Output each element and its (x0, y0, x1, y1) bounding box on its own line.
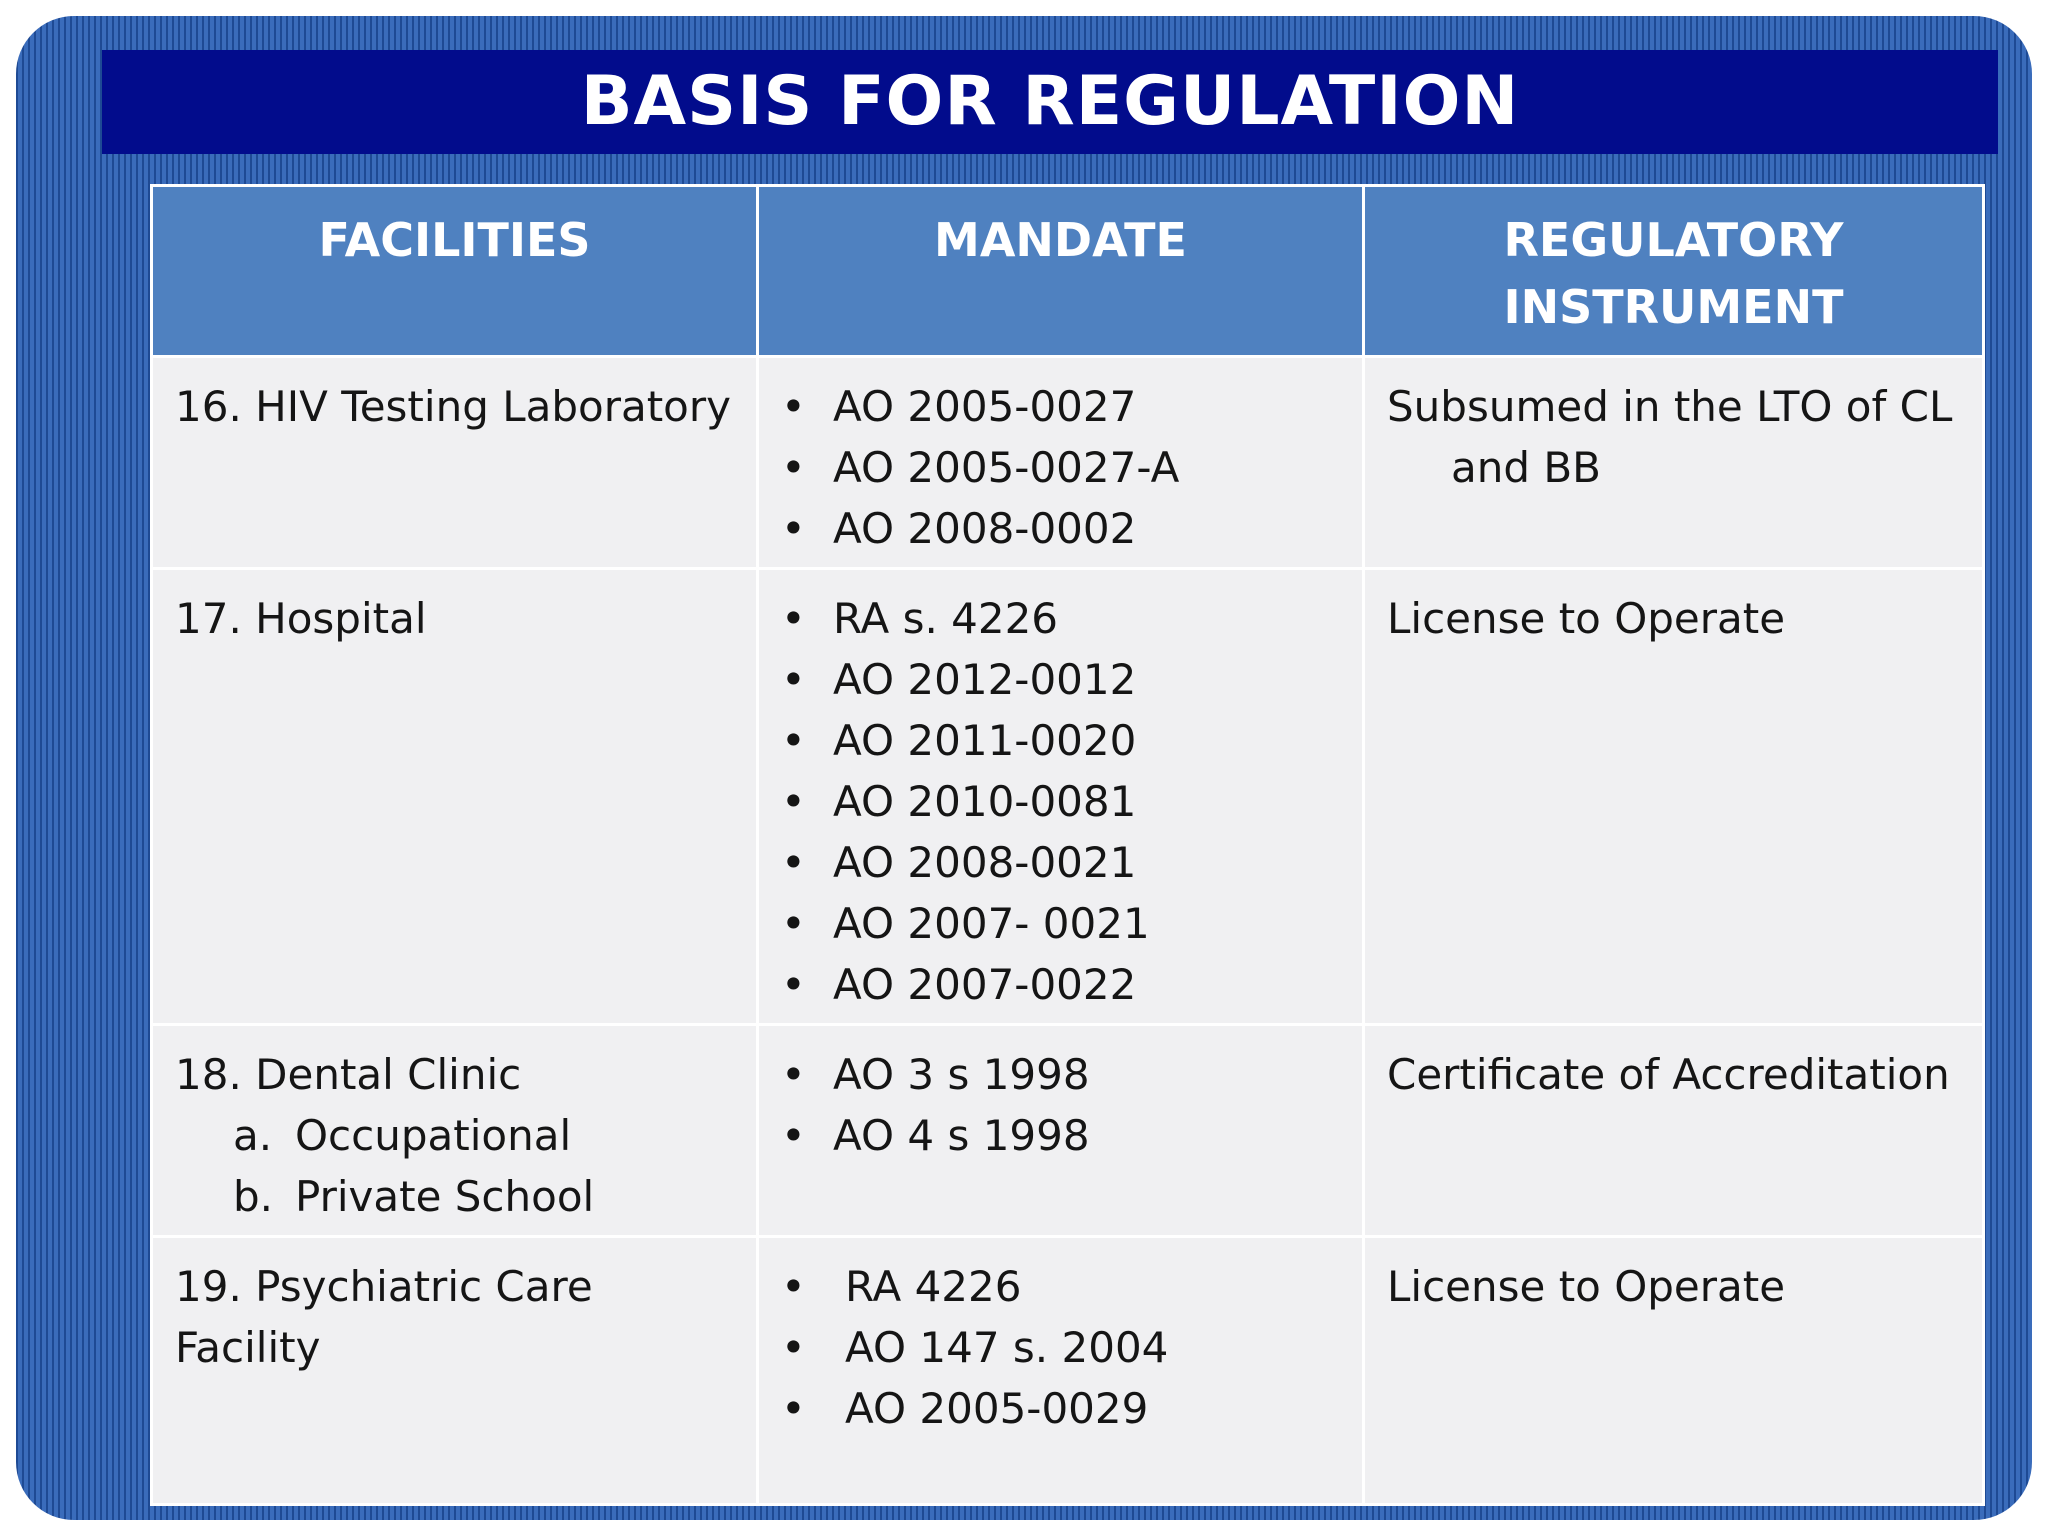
mandate-item: • AO 2010-0081 (781, 771, 1344, 832)
header-mandate: MANDATE (758, 186, 1364, 357)
instrument-text-line2: and BB (1451, 443, 1601, 492)
facility-name: 18. Dental Clinic (175, 1050, 522, 1099)
facility-cell (152, 1025, 758, 1237)
regulation-table (150, 184, 1985, 1506)
mandate-cell (758, 1025, 1364, 1237)
header-instrument-line1: REGULATORY (1503, 213, 1844, 267)
instrument-text-line1: Subsumed in the LTO of CL (1387, 382, 1953, 431)
facility-sub-item (175, 1166, 738, 1227)
mandate-item: • AO 4 s 1998 (781, 1105, 1344, 1166)
instrument-cell (1364, 357, 1984, 569)
mandate-item: • AO 147 s. 2004 (781, 1317, 1344, 1378)
header-facilities: FACILITIES (152, 186, 758, 357)
instrument-cell: License to Operate (1364, 1237, 1984, 1505)
sub-item-marker: b. (233, 1172, 274, 1221)
mandate-item: • AO 2005-0029 (781, 1378, 1344, 1439)
table-row (152, 1237, 1984, 1505)
header-instrument-line2: INSTRUMENT (1503, 280, 1844, 334)
mandate-item: • AO 2008-0002 (781, 498, 1344, 559)
mandate-item: • AO 2012-0012 (781, 649, 1344, 710)
slide-frame (16, 16, 2032, 1520)
table-row (152, 1025, 1984, 1237)
mandate-item: • RA s. 4226 (781, 588, 1344, 649)
header-row (152, 186, 1984, 357)
instrument-cell: License to Operate (1364, 569, 1984, 1025)
facility-sub-item (175, 1105, 738, 1166)
mandate-cell (758, 357, 1364, 569)
mandate-list (781, 1044, 1344, 1166)
mandate-list (781, 588, 1344, 1015)
mandate-item: • AO 2007- 0021 (781, 893, 1344, 954)
facility-cell: 16. HIV Testing Laboratory (152, 357, 758, 569)
mandate-item: • AO 2008-0021 (781, 832, 1344, 893)
mandate-item: • AO 2005-0027 (781, 376, 1344, 437)
facility-cell: 17. Hospital (152, 569, 758, 1025)
header-regulatory-instrument (1364, 186, 1984, 357)
instrument-cell: Certificate of Accreditation (1364, 1025, 1984, 1237)
sub-item-marker: a. (233, 1111, 273, 1160)
sub-item-label: Private School (295, 1172, 595, 1221)
facility-cell: 19. Psychiatric Care Facility (152, 1237, 758, 1505)
mandate-cell (758, 1237, 1364, 1505)
mandate-item: • AO 2011-0020 (781, 710, 1344, 771)
mandate-list (781, 1256, 1344, 1439)
table-row (152, 357, 1984, 569)
mandate-item: • AO 2007-0022 (781, 954, 1344, 1015)
mandate-item: • AO 2005-0027-A (781, 437, 1344, 498)
table-row (152, 569, 1984, 1025)
facility-sub-list (175, 1105, 738, 1227)
mandate-item: • RA 4226 (781, 1256, 1344, 1317)
mandate-cell (758, 569, 1364, 1025)
slide-title: BASIS FOR REGULATION (102, 50, 1998, 154)
mandate-item: • AO 3 s 1998 (781, 1044, 1344, 1105)
mandate-list (781, 376, 1344, 559)
sub-item-label: Occupational (295, 1111, 572, 1160)
